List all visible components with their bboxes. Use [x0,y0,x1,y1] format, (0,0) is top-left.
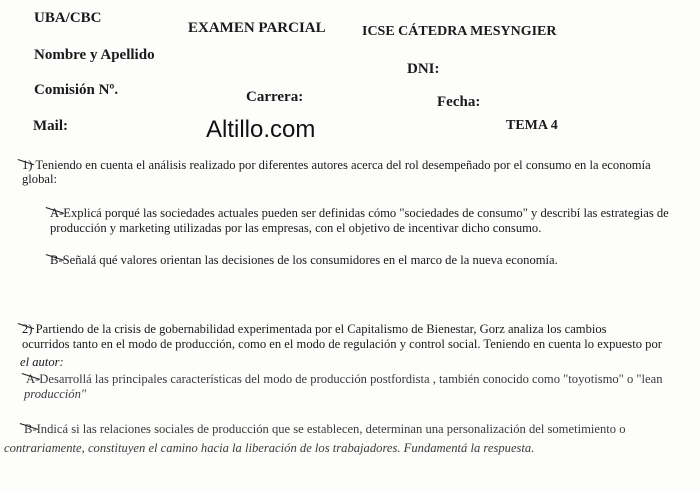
question-1a-text-1: Explicá porqué las sociedades actuales pueden ser definidas cómo "sociedades de consumo" y describí las estrategias de [63,206,669,220]
dni-field-label: DNI: [407,61,440,77]
question-2b-letter: B- [24,422,37,436]
course-title: ICSE CÁTEDRA MESYNGIER [362,24,557,39]
name-field-label: Nombre y Apellido [34,47,155,63]
question-2a-text-1: Desarrollá las principales características del modo de producción postfordista , también conocido como "toyotismo" o "lean [39,372,663,386]
question-2-text-1: Partiendo de la crisis de gobernabilidad experimentada por el Capitalismo de Bienestar, Gorz analiza los cambios [32,322,607,336]
question-2b-line-1 [24,421,626,437]
watermark-text: Altillo.com [206,116,316,143]
question-1-text-1: Teniendo en cuenta el análisis realizado por diferentes autores acerca del rol desempeñado por el consumo en la economía [32,158,651,172]
question-2-number: 2) [22,322,33,336]
question-1-number: 1) [22,158,33,172]
question-2-line-3: el autor: [20,355,64,369]
question-1a-line-1 [50,205,669,221]
question-2a-letter: A- [26,372,40,386]
question-2b-text-1: Indicá si las relaciones sociales de producción que se establecen, determinan una personalización del sometimiento o [36,422,626,436]
question-1a-letter: A- [50,206,64,220]
question-1a-line-2: producción y marketing utilizadas por las empresas, con el objetivo de incentivar dicho consumo. [50,221,542,235]
question-2b-text-2: contrariamente, constituyen el camino hacia la liberación de los trabajadores. Fundamentá la respuesta. [4,441,535,455]
question-2-line-2: ocurridos tanto en el modo de producción, como en el modo de regulación y control social. Teniendo en cuenta lo expuesto por [22,337,662,351]
mail-field-label: Mail: [33,118,68,134]
question-1b-text-1: Señalá qué valores orientan las decisiones de los consumidores en el marco de la nueva economía. [62,253,558,267]
question-2b-line-2 [4,440,534,456]
question-2a-line-1 [26,371,663,387]
question-1b-letter: B- [50,253,63,267]
question-2-line-1 [22,321,607,337]
exam-type-title: EXAMEN PARCIAL [188,20,326,36]
institution-label: UBA/CBC [34,10,102,26]
question-2a-line-2: producción" [24,387,87,401]
question-1-line-2: global: [22,172,57,186]
question-1-line-1 [22,157,651,173]
career-field-label: Carrera: [246,89,304,105]
date-field-label: Fecha: [437,94,481,110]
commission-field-label: Comisión Nº. [34,82,119,98]
question-1b-line-1 [50,252,558,268]
topic-label: TEMA 4 [506,118,558,133]
